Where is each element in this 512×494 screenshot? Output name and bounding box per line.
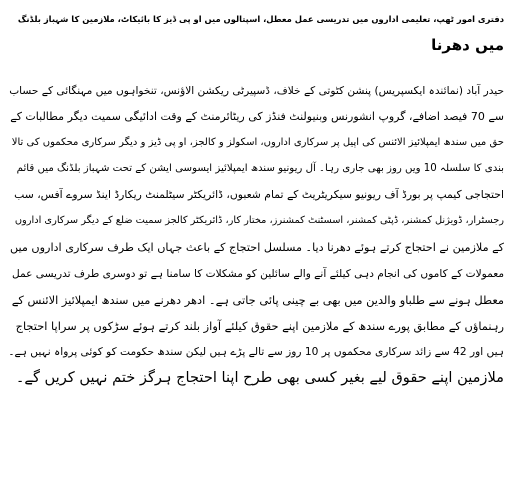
body-line: حق میں سندھ ایمپلائیز الائنس کی اپیل پر سرکاری اداروں، اسکولز و کالجز، او پی ڈیز و دیگر سرکاری محکموں کی تالا xyxy=(11,137,504,149)
body-line: ملازمین اپنے حقوق لیے بغیر کسی بھی طرح اپنا احتجاج ہرگز ختم نہیں کریں گے۔ xyxy=(15,369,504,387)
body-line: معمولات کے کاموں کی انجام دہی کیلئے آنے والے سائلین کو مشکلات کا سامنا ہے تو دوسری طرف تدریسی عمل xyxy=(11,267,504,280)
body-line: سے 70 فیصد اضافے، گروپ انشورنس وبنیولنٹ فنڈز کی ریٹائرمنٹ کے وقت ادائیگی سمیت دیگر مطالبات کے xyxy=(10,110,504,124)
article-headline xyxy=(8,6,504,58)
headline-line: میں دھرنا xyxy=(431,36,504,54)
article-body xyxy=(8,78,504,391)
body-line: رجسٹرار، ڈویژنل کمشنر، ڈپٹی کمشنر، اسسٹنٹ کمشنرز، مختار کار، ڈائریکٹر کالجز سمیت ضلع کے دیگر سرکاری اداروں xyxy=(14,215,504,227)
body-line: کے ملازمین نے احتجاج کرتے ہوئے دھرنا دیا۔ مسلسل احتجاج کے باعث جہاں ایک طرف سرکاری اداروں میں xyxy=(9,240,504,254)
body-line: رہنماؤں کے مطابق پورے سندھ کے ملازمین اپنے حقوق کیلئے آواز بلند کرتے ہوئے سڑکوں پر سراپا احتجاج xyxy=(15,318,504,333)
body-line: حیدر آباد (نمائندہ ایکسپریس) پنشن کٹوتی کے خلاف، ڈسپیرٹی ریکشن الاؤنس، تنخواہوں میں مہنگائی کے حساب xyxy=(9,85,504,97)
body-line: معطل ہونے سے طلباو والدین میں بھی بے چینی پائی جاتی ہے۔ ادھر دھرنے میں سندھ ایمپلائیز الائنس کے xyxy=(11,292,504,307)
body-line: احتجاجی کیمپ پر بورڈ آف ریونیو سیکریٹریٹ کے تمام شعبوں، ڈائریکٹر سیٹلمنٹ ریکارڈ اینڈ سروے آفس، سب xyxy=(14,188,504,202)
body-line: ہیں اور 42 سے زائد سرکاری محکموں پر 10 روز سے تالے پڑے ہیں لیکن سندھ حکومت کو کوئی پرواہ نہیں ہے۔ xyxy=(8,345,504,358)
headline-line: دفتری امور ٹھپ، تعلیمی اداروں میں تدریسی عمل معطل، اسپتالوں میں او پی ڈیز کا بائیکاٹ، ملازمین کا شہباز بلڈنگ xyxy=(17,14,504,24)
body-line: بندی کا سلسلہ 10 ویں روز بھی جاری رہا۔ آل ریونیو سندھ ایمپلائیز ایسوسی ایشن کے تحت شہباز بلڈنگ میں قائم xyxy=(16,163,504,175)
